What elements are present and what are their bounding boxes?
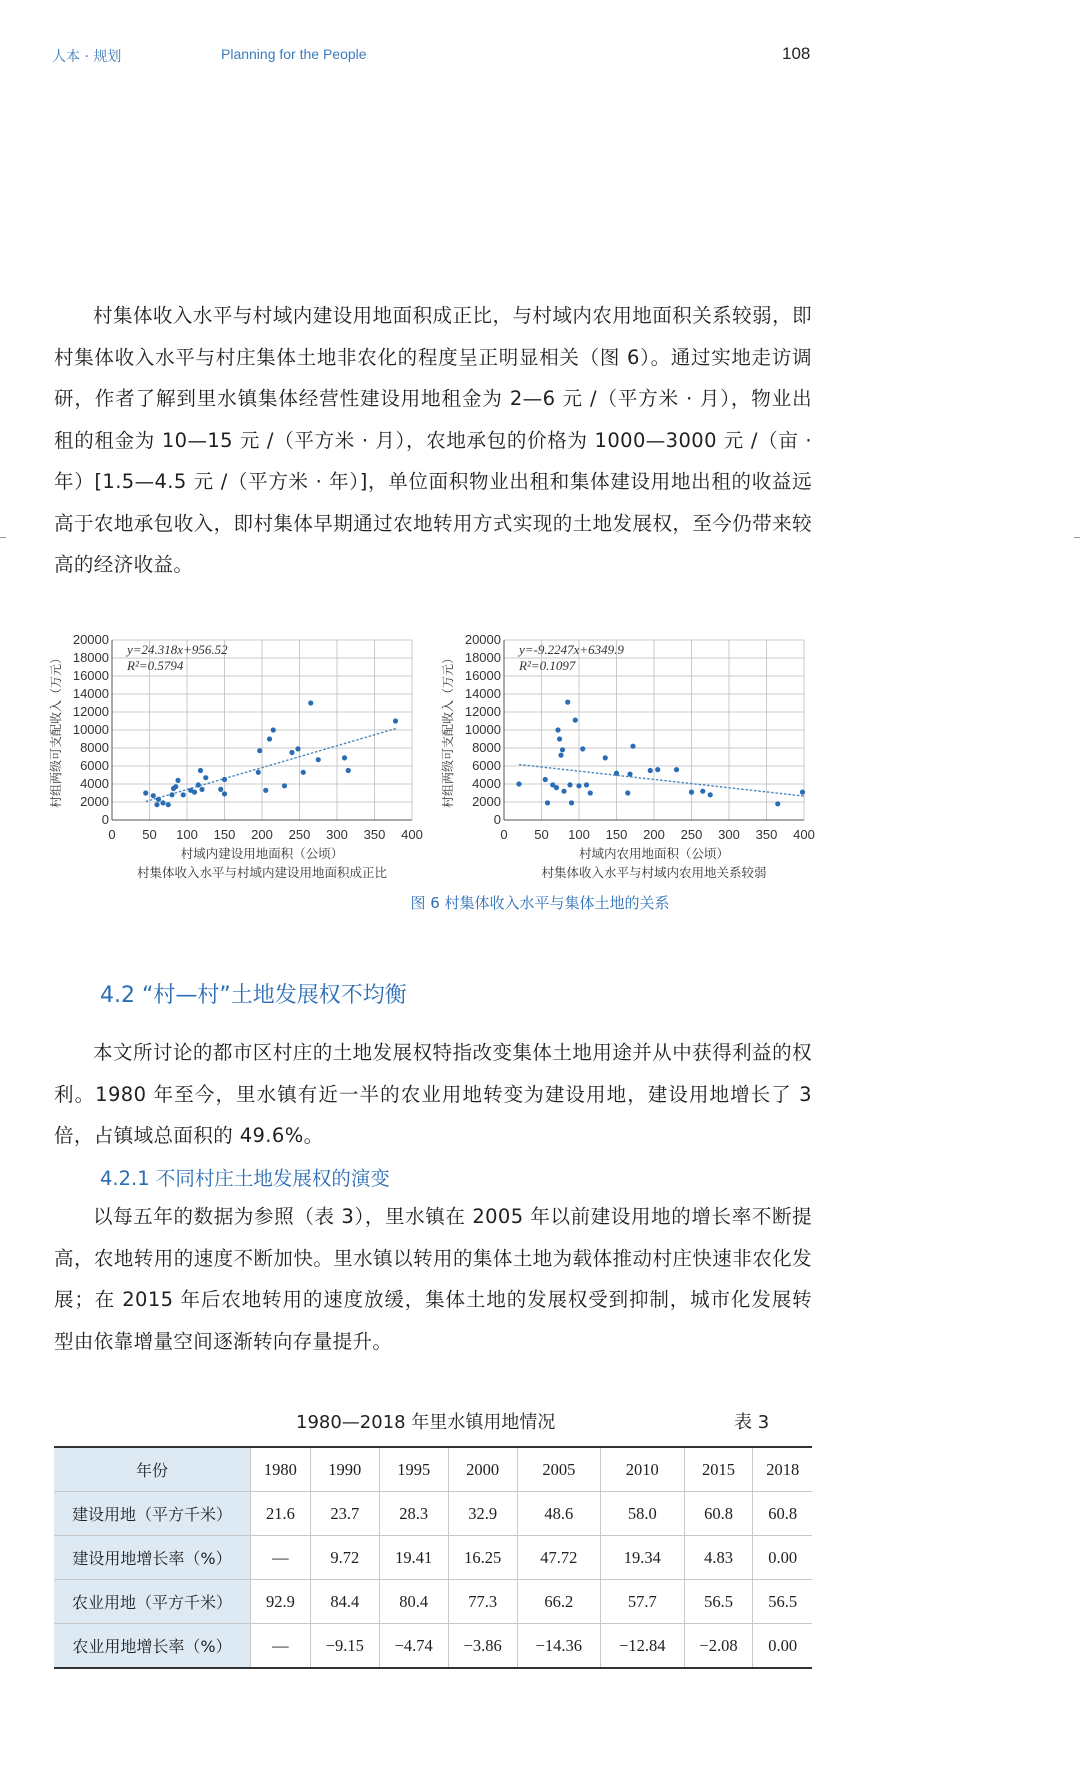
y-tick-label: 20000 (72, 632, 109, 647)
data-point (554, 785, 559, 790)
table-number: 表 3 (734, 1412, 770, 1433)
regression-equation: y=24.318x+956.52 (127, 642, 228, 657)
land-use-table (54, 1446, 812, 1669)
data-point (257, 748, 262, 753)
journal-name: 人本 · 规划 (52, 49, 122, 65)
table-cell: 56.5 (753, 1580, 812, 1624)
data-point (198, 768, 203, 773)
x-tick-label: 200 (643, 827, 665, 842)
y-tick-label: 18000 (72, 650, 109, 665)
subsection-title: 4.2.1 不同村庄土地发展权的演变 (100, 1167, 390, 1190)
table-cell: −4.74 (379, 1624, 448, 1669)
data-point (282, 783, 287, 788)
data-point (143, 790, 148, 795)
table-cell: 21.6 (251, 1492, 311, 1536)
year-cell: 2015 (684, 1447, 753, 1492)
y-tick-label: 8000 (80, 740, 109, 755)
data-point (342, 755, 347, 760)
data-point (199, 787, 204, 792)
data-point (627, 772, 632, 777)
data-point (603, 755, 608, 760)
chart-svg (441, 632, 824, 894)
table-cell: −14.36 (517, 1624, 600, 1669)
row-label: 建设用地（平方千米） (54, 1492, 251, 1536)
row-label: 农业用地（平方千米） (54, 1580, 251, 1624)
data-point (289, 750, 294, 755)
year-cell: 1995 (379, 1447, 448, 1492)
data-point (222, 777, 227, 782)
table-cell: 19.41 (379, 1536, 448, 1580)
table-cell: 9.72 (310, 1536, 379, 1580)
y-tick-label: 12000 (464, 704, 501, 719)
y-tick-label: 2000 (80, 794, 109, 809)
year-cell: 2010 (601, 1447, 684, 1492)
paragraph-text: 本文所讨论的都市区村庄的土地发展权特指改变集体土地用途并从中获得利益的权利。1980 年至今，里水镇有近一半的农业用地转变为建设用地，建设用地增长了 3 倍，占镇域总面积的 49.6%。 (54, 1041, 812, 1147)
data-point (316, 757, 321, 762)
y-axis-title: 村组两级可支配收入（万元） (49, 651, 63, 809)
data-point (196, 782, 201, 787)
y-tick-label: 6000 (472, 758, 501, 773)
data-point (169, 792, 174, 797)
y-axis-title: 村组两级可支配收入（万元） (441, 651, 455, 809)
table-cell: 57.7 (601, 1580, 684, 1624)
paragraph-text: 以每五年的数据为参照（表 3），里水镇在 2005 年以前建设用地的增长率不断提高，农地转用的速度不断加快。里水镇以转用的集体土地为载体推动村庄快速非农化发展；在 2015 年后农地转用的速度放缓，集体土地的发展权受到抑制，城市化发展转型由依靠增量空间逐渐转向存量提升。 (54, 1205, 812, 1353)
data-point (565, 700, 570, 705)
table-cell: 60.8 (684, 1492, 753, 1536)
y-tick-label: 4000 (472, 776, 501, 791)
table-cell: 58.0 (601, 1492, 684, 1536)
x-tick-label: 100 (568, 827, 590, 842)
y-tick-label: 6000 (80, 758, 109, 773)
table-cell: — (251, 1624, 311, 1669)
data-point (271, 727, 276, 732)
y-tick-label: 0 (101, 812, 109, 827)
data-point (689, 790, 694, 795)
data-point (561, 789, 566, 794)
table-cell: −12.84 (601, 1624, 684, 1669)
data-point (393, 718, 398, 723)
data-point (166, 802, 171, 807)
scatter-chart-construction-land (49, 632, 432, 894)
x-tick-label: 350 (755, 827, 778, 842)
table-cell: −3.86 (448, 1624, 517, 1669)
table-cell: 28.3 (379, 1492, 448, 1536)
data-point (173, 784, 178, 789)
data-point (256, 770, 261, 775)
x-tick-label: 150 (213, 827, 236, 842)
chart-subtitle: 村集体收入水平与村域内建设用地面积成正比 (136, 865, 388, 880)
table-cell: 92.9 (251, 1580, 311, 1624)
x-tick-label: 250 (288, 827, 311, 842)
data-point (588, 790, 593, 795)
chart-subtitle: 村集体收入水平与村域内农用地关系较弱 (541, 865, 767, 880)
figure-caption: 图 6 村集体收入水平与集体土地的关系 (410, 894, 670, 912)
data-point (576, 783, 581, 788)
table-cell: 4.83 (684, 1536, 753, 1580)
table-cell: 23.7 (310, 1492, 379, 1536)
data-point (301, 770, 306, 775)
y-tick-label: 18000 (464, 650, 501, 665)
journal-name-en: Planning for the People (221, 46, 367, 62)
table-cell: 80.4 (379, 1580, 448, 1624)
data-point (308, 700, 313, 705)
scatter-chart-agricultural-land (441, 632, 824, 894)
y-tick-label: 16000 (72, 668, 109, 683)
data-point (655, 767, 660, 772)
table-cell: −2.08 (684, 1624, 753, 1669)
data-point (203, 775, 208, 780)
data-point (800, 790, 805, 795)
table-cell: 60.8 (753, 1492, 812, 1536)
x-tick-label: 400 (793, 827, 815, 842)
table-cell: 19.34 (601, 1536, 684, 1580)
data-point (545, 800, 550, 805)
year-cell: 1980 (251, 1447, 311, 1492)
y-tick-label: 10000 (464, 722, 501, 737)
page-number: 108 (782, 44, 811, 63)
row-label: 农业用地增长率（%） (54, 1624, 251, 1669)
y-tick-label: 14000 (464, 686, 501, 701)
chart-svg (49, 632, 432, 894)
y-tick-label: 0 (493, 812, 501, 827)
y-tick-label: 12000 (72, 704, 109, 719)
x-tick-label: 200 (251, 827, 273, 842)
y-tick-label: 14000 (72, 686, 109, 701)
data-point (580, 746, 585, 751)
data-point (614, 771, 619, 776)
crop-mark-left (0, 537, 6, 538)
data-point (567, 782, 572, 787)
table-cell: 32.9 (448, 1492, 517, 1536)
data-point (775, 801, 780, 806)
table-header-row (54, 1447, 812, 1492)
data-point (584, 782, 589, 787)
data-point (160, 800, 165, 805)
table-cell: 16.25 (448, 1536, 517, 1580)
data-point (222, 791, 227, 796)
x-axis-title: 村域内建设用地面积（公顷） (180, 846, 344, 861)
data-point (346, 768, 351, 773)
data-point (573, 718, 578, 723)
x-tick-label: 50 (534, 827, 549, 842)
data-point (560, 747, 565, 752)
data-point (263, 788, 268, 793)
table-cell: −9.15 (310, 1624, 379, 1669)
data-point (516, 781, 521, 786)
data-point (543, 777, 548, 782)
section-title: 4.2 “村—村”土地发展权不均衡 (100, 983, 407, 1008)
data-point (700, 789, 705, 794)
body-paragraph-3 (54, 1196, 812, 1362)
x-tick-label: 400 (401, 827, 423, 842)
body-paragraph-2 (54, 1032, 812, 1157)
x-tick-label: 300 (326, 827, 348, 842)
r-squared-label: R²=0.1097 (519, 658, 576, 673)
year-cell: 2018 (753, 1447, 812, 1492)
data-point (218, 787, 223, 792)
table-cell: 77.3 (448, 1580, 517, 1624)
data-point (569, 800, 574, 805)
x-tick-label: 150 (605, 827, 628, 842)
data-point (151, 793, 156, 798)
table-cell: 66.2 (517, 1580, 600, 1624)
table-row (54, 1580, 812, 1624)
page-header (0, 46, 1080, 70)
crop-mark-right (1074, 537, 1080, 538)
x-tick-label: 350 (363, 827, 386, 842)
table-cell: 84.4 (310, 1580, 379, 1624)
y-tick-label: 8000 (472, 740, 501, 755)
table-cell: 0.00 (753, 1536, 812, 1580)
x-tick-label: 250 (680, 827, 703, 842)
data-point (156, 797, 161, 802)
y-tick-label: 4000 (80, 776, 109, 791)
x-tick-label: 100 (176, 827, 198, 842)
data-point (295, 746, 300, 751)
data-point (181, 792, 186, 797)
table-cell: 56.5 (684, 1580, 753, 1624)
data-point (558, 753, 563, 758)
regression-equation: y=-9.2247x+6349.9 (519, 642, 624, 657)
table-cell: 47.72 (517, 1536, 600, 1580)
table-cell: — (251, 1536, 311, 1580)
r-squared-label: R²=0.5794 (127, 658, 184, 673)
data-point (192, 790, 197, 795)
y-tick-label: 20000 (464, 632, 501, 647)
data-point (555, 727, 560, 732)
year-cell: 2005 (517, 1447, 600, 1492)
table-header-label: 年份 (54, 1447, 251, 1492)
data-point (625, 790, 630, 795)
data-point (175, 778, 180, 783)
x-axis-title: 村域内农用地面积（公顷） (578, 846, 730, 861)
x-tick-label: 50 (142, 827, 157, 842)
y-tick-label: 10000 (72, 722, 109, 737)
data-point (267, 736, 272, 741)
data-point (630, 744, 635, 749)
data-point (154, 802, 159, 807)
paragraph-text: 村集体收入水平与村域内建设用地面积成正比，与村域内农用地面积关系较弱，即村集体收入水平与村庄集体土地非农化的程度呈正明显相关（图 6）。通过实地走访调研，作者了解到里水镇集体经营性建设用地租金为 2—6 元 /（平方米 · 月），物业出租的租金为 10—15 元 /（平方米 · 月），农地承包的价格为 1000—3000 元 /（亩 · 年）[1.5—4.5 元 /（平方米 · 年）]，单位面积物业出租和集体建设用地出租的收益远高于农地承包收入，即村集体早期通过农地转用方式实现的土地发展权，至今仍带来较高的经济收益。 (54, 304, 812, 576)
table-cell: 0.00 (753, 1624, 812, 1669)
year-cell: 2000 (448, 1447, 517, 1492)
x-tick-label: 0 (108, 827, 116, 842)
y-tick-label: 16000 (464, 668, 501, 683)
data-point (557, 736, 562, 741)
table-caption: 1980—2018 年里水镇用地情况 (296, 1412, 556, 1433)
body-paragraph-1 (54, 295, 812, 586)
y-tick-label: 2000 (472, 794, 501, 809)
year-cell: 1990 (310, 1447, 379, 1492)
table-cell: 48.6 (517, 1492, 600, 1536)
data-point (708, 792, 713, 797)
x-tick-label: 300 (718, 827, 740, 842)
table-row (54, 1624, 812, 1669)
row-label: 建设用地增长率（%） (54, 1536, 251, 1580)
table-row (54, 1492, 812, 1536)
x-tick-label: 0 (500, 827, 508, 842)
data-point (674, 767, 679, 772)
data-point (648, 768, 653, 773)
table-row (54, 1536, 812, 1580)
